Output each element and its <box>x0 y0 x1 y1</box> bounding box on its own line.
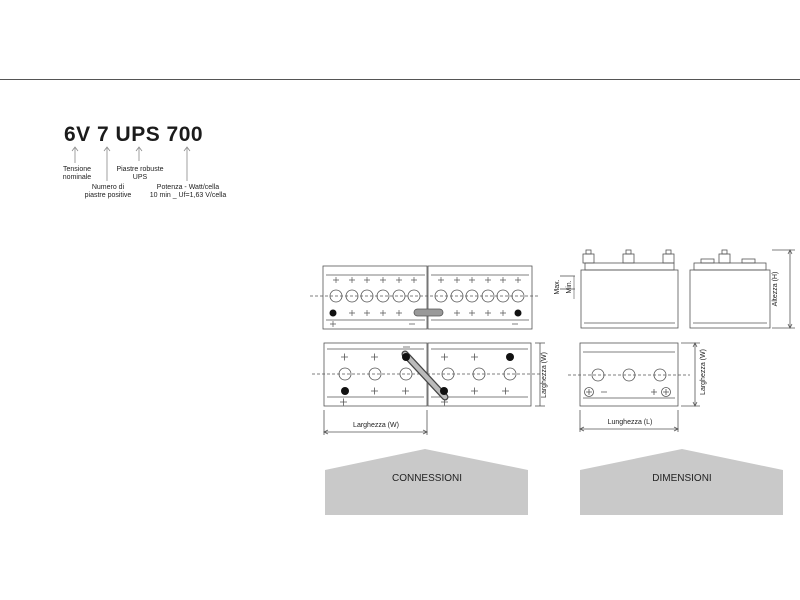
connections-side-width-label: Larghezza (W) <box>541 352 548 398</box>
connections-title: CONNESSIONI <box>391 473 462 484</box>
model-code: 6V 7 UPS 700 <box>64 123 204 146</box>
legend-positive-plates: Numero di piastre positive <box>84 184 132 199</box>
legend-robust-plates: Piastre robuste UPS <box>116 166 164 181</box>
dimension-front-view <box>581 250 678 328</box>
min-label: Min. <box>566 280 573 294</box>
max-label: Max. <box>554 279 561 295</box>
legend-power: Potenza - Watt/cella 10 min _ Uf=1,63 V/cella <box>149 184 227 199</box>
dimensions-width-label: Larghezza (W) <box>700 349 707 395</box>
height-label: Altezza (H) <box>772 271 779 307</box>
connections-width-label: Larghezza (W) <box>353 422 399 429</box>
dimension-top-view <box>568 343 690 406</box>
dimensions-title: DIMENSIONI <box>652 473 712 484</box>
legend-voltage: Tensione nominale <box>62 166 92 181</box>
length-label: Lunghezza (L) <box>607 419 653 426</box>
dimension-side-view <box>690 250 770 328</box>
connection-top-view <box>310 266 540 329</box>
connection-side-view <box>312 343 540 406</box>
